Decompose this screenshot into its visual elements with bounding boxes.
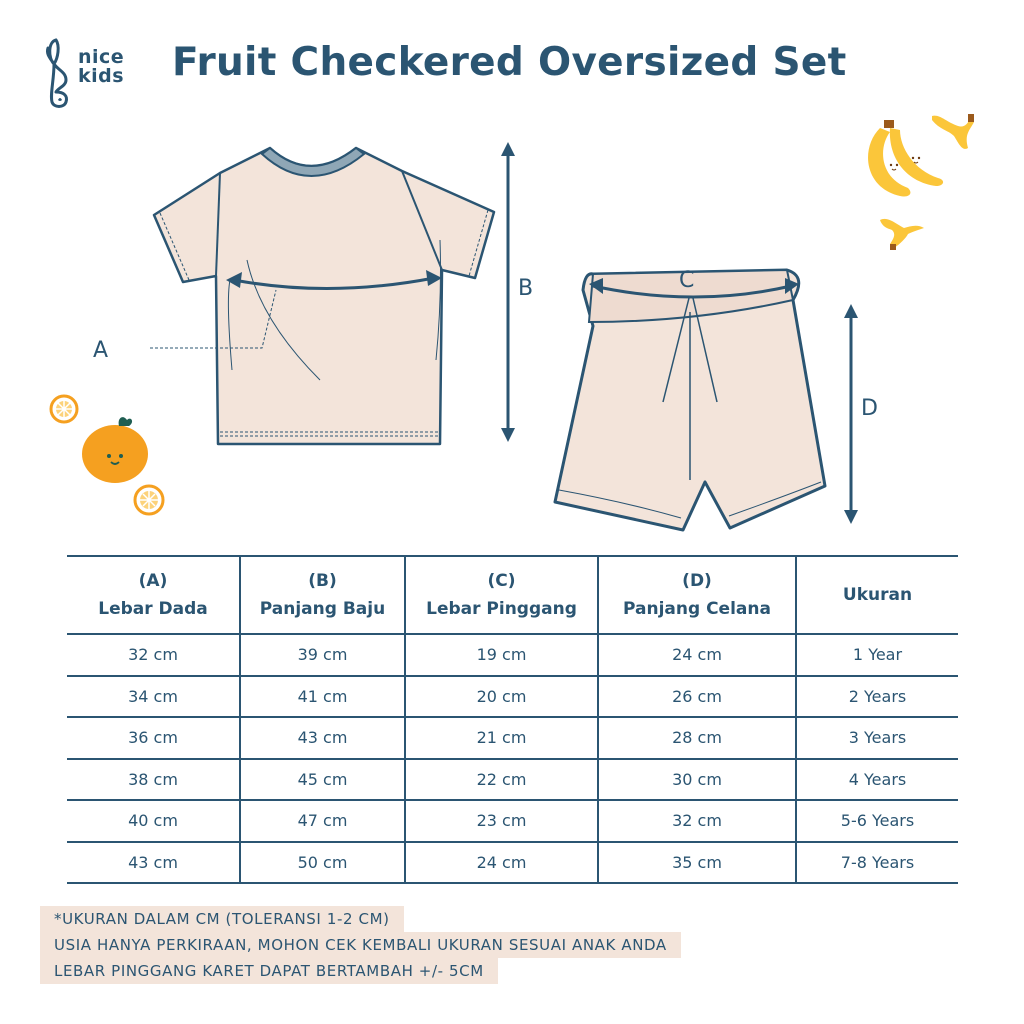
- header-pants-length: (D) Panjang Celana: [598, 556, 796, 634]
- cell: 45 cm: [240, 759, 405, 801]
- shorts-diagram: [545, 262, 875, 537]
- cell: 40 cm: [67, 800, 240, 842]
- cell: 7-8 Years: [796, 842, 958, 884]
- dimension-label-a: A: [93, 338, 109, 363]
- cell: 21 cm: [405, 717, 598, 759]
- cell: 5-6 Years: [796, 800, 958, 842]
- table-row: [67, 759, 958, 801]
- cell: 1 Year: [796, 634, 958, 676]
- cell: 28 cm: [598, 717, 796, 759]
- cell: 3 Years: [796, 717, 958, 759]
- size-chart-table: [67, 555, 958, 884]
- header-size: Ukuran: [796, 556, 958, 634]
- banana-bunch-icon: [860, 108, 980, 253]
- header-shirt-length: (B) Panjang Baju: [240, 556, 405, 634]
- cell: 20 cm: [405, 676, 598, 718]
- cell: 22 cm: [405, 759, 598, 801]
- cell: 32 cm: [67, 634, 240, 676]
- cell: 36 cm: [67, 717, 240, 759]
- table-row: [67, 800, 958, 842]
- dimension-label-c: C: [679, 268, 695, 293]
- cell: 26 cm: [598, 676, 796, 718]
- cell: 23 cm: [405, 800, 598, 842]
- table-row: [67, 717, 958, 759]
- cell: 43 cm: [240, 717, 405, 759]
- banana-peel-icon: [932, 116, 974, 149]
- header-waist-width: (C) Lebar Pinggang: [405, 556, 598, 634]
- cell: 39 cm: [240, 634, 405, 676]
- shirt-diagram: [150, 140, 560, 450]
- header-chest-width: (A) Lebar Dada: [67, 556, 240, 634]
- cell: 38 cm: [67, 759, 240, 801]
- cell: 24 cm: [598, 634, 796, 676]
- note-age-estimate: USIA HANYA PERKIRAAN, MOHON CEK KEMBALI UKURAN SESUAI ANAK ANDA: [40, 932, 681, 958]
- size-notes: [40, 906, 681, 984]
- note-tolerance: *UKURAN DALAM CM (TOLERANSI 1-2 CM): [40, 906, 404, 932]
- bunny-icon: [44, 36, 78, 111]
- note-waist-stretch: LEBAR PINGGANG KARET DAPAT BERTAMBAH +/- 5CM: [40, 958, 498, 984]
- cell: 43 cm: [67, 842, 240, 884]
- cell: 35 cm: [598, 842, 796, 884]
- brand-logo: [44, 36, 144, 111]
- logo-text-nice: nice: [78, 46, 125, 68]
- dimension-label-d: D: [861, 396, 878, 421]
- cell: 50 cm: [240, 842, 405, 884]
- table-row: [67, 634, 958, 676]
- cell: 24 cm: [405, 842, 598, 884]
- cell: 4 Years: [796, 759, 958, 801]
- table-row: [67, 676, 958, 718]
- cell: 32 cm: [598, 800, 796, 842]
- logo-text-kids: kids: [78, 65, 125, 87]
- cell: 34 cm: [67, 676, 240, 718]
- page-title: Fruit Checkered Oversized Set: [172, 40, 847, 85]
- table-header-row: [67, 556, 958, 634]
- table-row: [67, 842, 958, 884]
- cell: 2 Years: [796, 676, 958, 718]
- cell: 47 cm: [240, 800, 405, 842]
- cell: 19 cm: [405, 634, 598, 676]
- cell: 30 cm: [598, 759, 796, 801]
- dimension-label-b: B: [518, 276, 534, 301]
- cell: 41 cm: [240, 676, 405, 718]
